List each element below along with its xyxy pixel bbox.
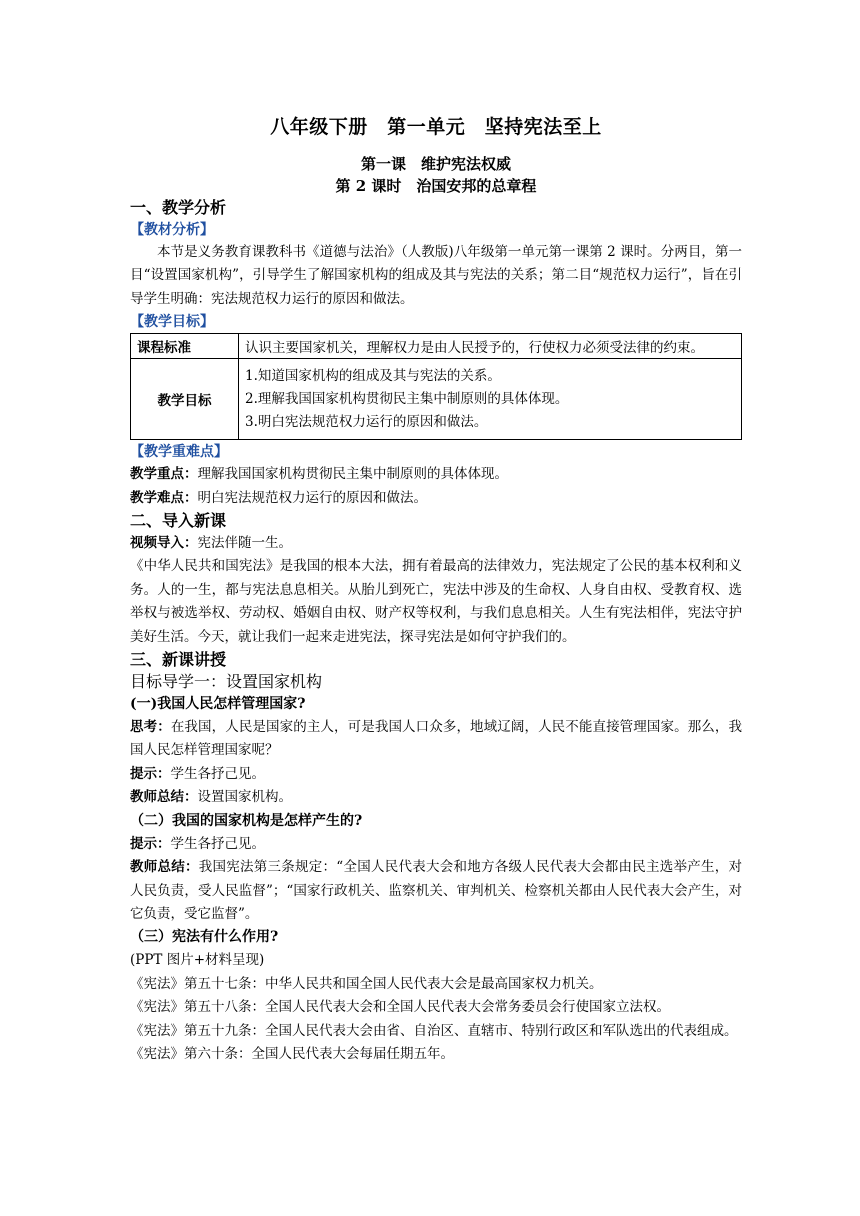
teaching-goal-label: 【教学目标】 [130, 314, 214, 331]
hint-label: 提示： [130, 765, 171, 782]
article-item: 《宪法》第五十七条：中华人民共和国全国人民代表大会是最高国家权力机关。 [130, 975, 603, 992]
section-heading-lecture: 三、新课讲授 [130, 650, 227, 670]
summary-text: 设置国家机构。 [197, 789, 292, 806]
summary-label: 教师总结： [130, 789, 198, 806]
key-point-line [130, 463, 742, 486]
summary-line [130, 786, 742, 809]
think-text: 在我国，人民是国家的主人，可是我国人口众多，地域辽阔，人民不能直接管理国家。那么，我国人民怎样管理国家呢？ [130, 719, 743, 759]
goal-item: 3.明白宪法规范权力运行的原因和做法。 [245, 413, 488, 430]
period-title: 第 2 课时 治国安邦的总章程 [335, 177, 537, 195]
think-line [130, 716, 742, 763]
section-heading-intro: 二、导入新课 [130, 511, 227, 531]
key-point-label: 教学重点： [130, 466, 198, 483]
goals-cell [239, 359, 742, 440]
article-item: 《宪法》第五十九条：全国人民代表大会由省、自治区、直辖市、特别行政区和军队选出的代表组成。 [130, 1022, 738, 1039]
goal-table [130, 333, 742, 440]
lesson-title: 第一课 维护宪法权威 [360, 155, 511, 173]
question-3: （三）宪法有什么作用? [130, 929, 279, 946]
article-item: 《宪法》第五十八条：全国人民代表大会和全国人民代表大会常务委员会行使国家立法权。 [130, 999, 670, 1016]
target-heading-1: 目标导学一：设置国家机构 [130, 672, 323, 692]
summary2-label: 教师总结： [130, 859, 199, 876]
standard-text: 认识主要国家机关，理解权力是由人民授予的，行使权力必须受法律的约束。 [239, 334, 742, 359]
think-label: 思考： [130, 719, 171, 736]
ppt-note: (PPT 图片+材料呈现) [130, 952, 265, 969]
difficult-point-text: 明白宪法规范权力运行的原因和做法。 [197, 489, 427, 506]
hint2-text: 学生各抒己见。 [170, 835, 265, 852]
summary2-text: 我国宪法第三条规定：“全国人民代表大会和地方各级人民代表大会都由民主选举产生，对人民负责，受人民监督”；“国家行政机关、监察机关、审判机关、检察机关都由人民代表大会产生，对它负责，受它监督”。 [130, 859, 742, 922]
hint2-line [130, 833, 742, 856]
key-point-text: 理解我国国家机构贯彻民主集中制原则的具体体现。 [197, 466, 508, 483]
difficult-point-line [130, 487, 742, 510]
section-heading-analysis: 一、教学分析 [130, 198, 227, 217]
standard-label: 课程标准 [131, 334, 239, 359]
hint-line [130, 763, 742, 786]
intro-paragraph: 《中华人民共和国宪法》是我国的根本大法，拥有着最高的法律效力，宪法规定了公民的基本权利和义务。人的一生，都与宪法息息相关。从胎儿到死亡，宪法中涉及的生命权、人身自由权、受教育权、选举权与被选举权、劳动权、婚姻自由权、财产权等权利，与我们息息相关。人生有宪法相伴，宪法守护美好生活。今天，就让我们一起来走进宪法，探寻宪法是如何守护我们的。 [130, 558, 742, 645]
video-intro-text: 宪法伴随一生。 [197, 535, 292, 552]
document-title: 八年级下册 第一单元 坚持宪法至上 [270, 116, 602, 138]
goal-item: 1.知道国家机构的组成及其与宪法的关系。 [245, 367, 501, 384]
summary2-line [130, 856, 742, 926]
goals-label: 教学目标 [131, 359, 239, 440]
difficult-point-label: 教学难点： [130, 489, 198, 506]
textbook-analysis-label: 【教材分析】 [130, 222, 214, 238]
hint2-label: 提示： [130, 835, 171, 852]
hint-text: 学生各抒己见。 [170, 765, 265, 782]
question-1: (一)我国人民怎样管理国家? [130, 696, 306, 713]
article-item: 《宪法》第六十条：全国人民代表大会每届任期五年。 [130, 1045, 454, 1062]
video-intro-label: 视频导入： [130, 535, 198, 552]
textbook-analysis-text: 本节是义务教育课教科书《道德与法治》（人教版)八年级第一单元第一课第 2 课时。分两目，第一目“设置国家机构”，引导学生了解国家机构的组成及其与宪法的关系；第二目“规范权力运行”，旨在引导学生明确：宪法规范权力运行的原因和做法。 [130, 244, 742, 307]
video-intro-line [130, 532, 742, 555]
document-page [130, 112, 742, 1066]
key-difficult-label: 【教学重难点】 [130, 444, 228, 461]
question-2: （二）我国的国家机构是怎样产生的? [130, 812, 363, 829]
goal-item: 2.理解我国国家机构贯彻民主集中制原则的具体体现。 [245, 390, 569, 407]
